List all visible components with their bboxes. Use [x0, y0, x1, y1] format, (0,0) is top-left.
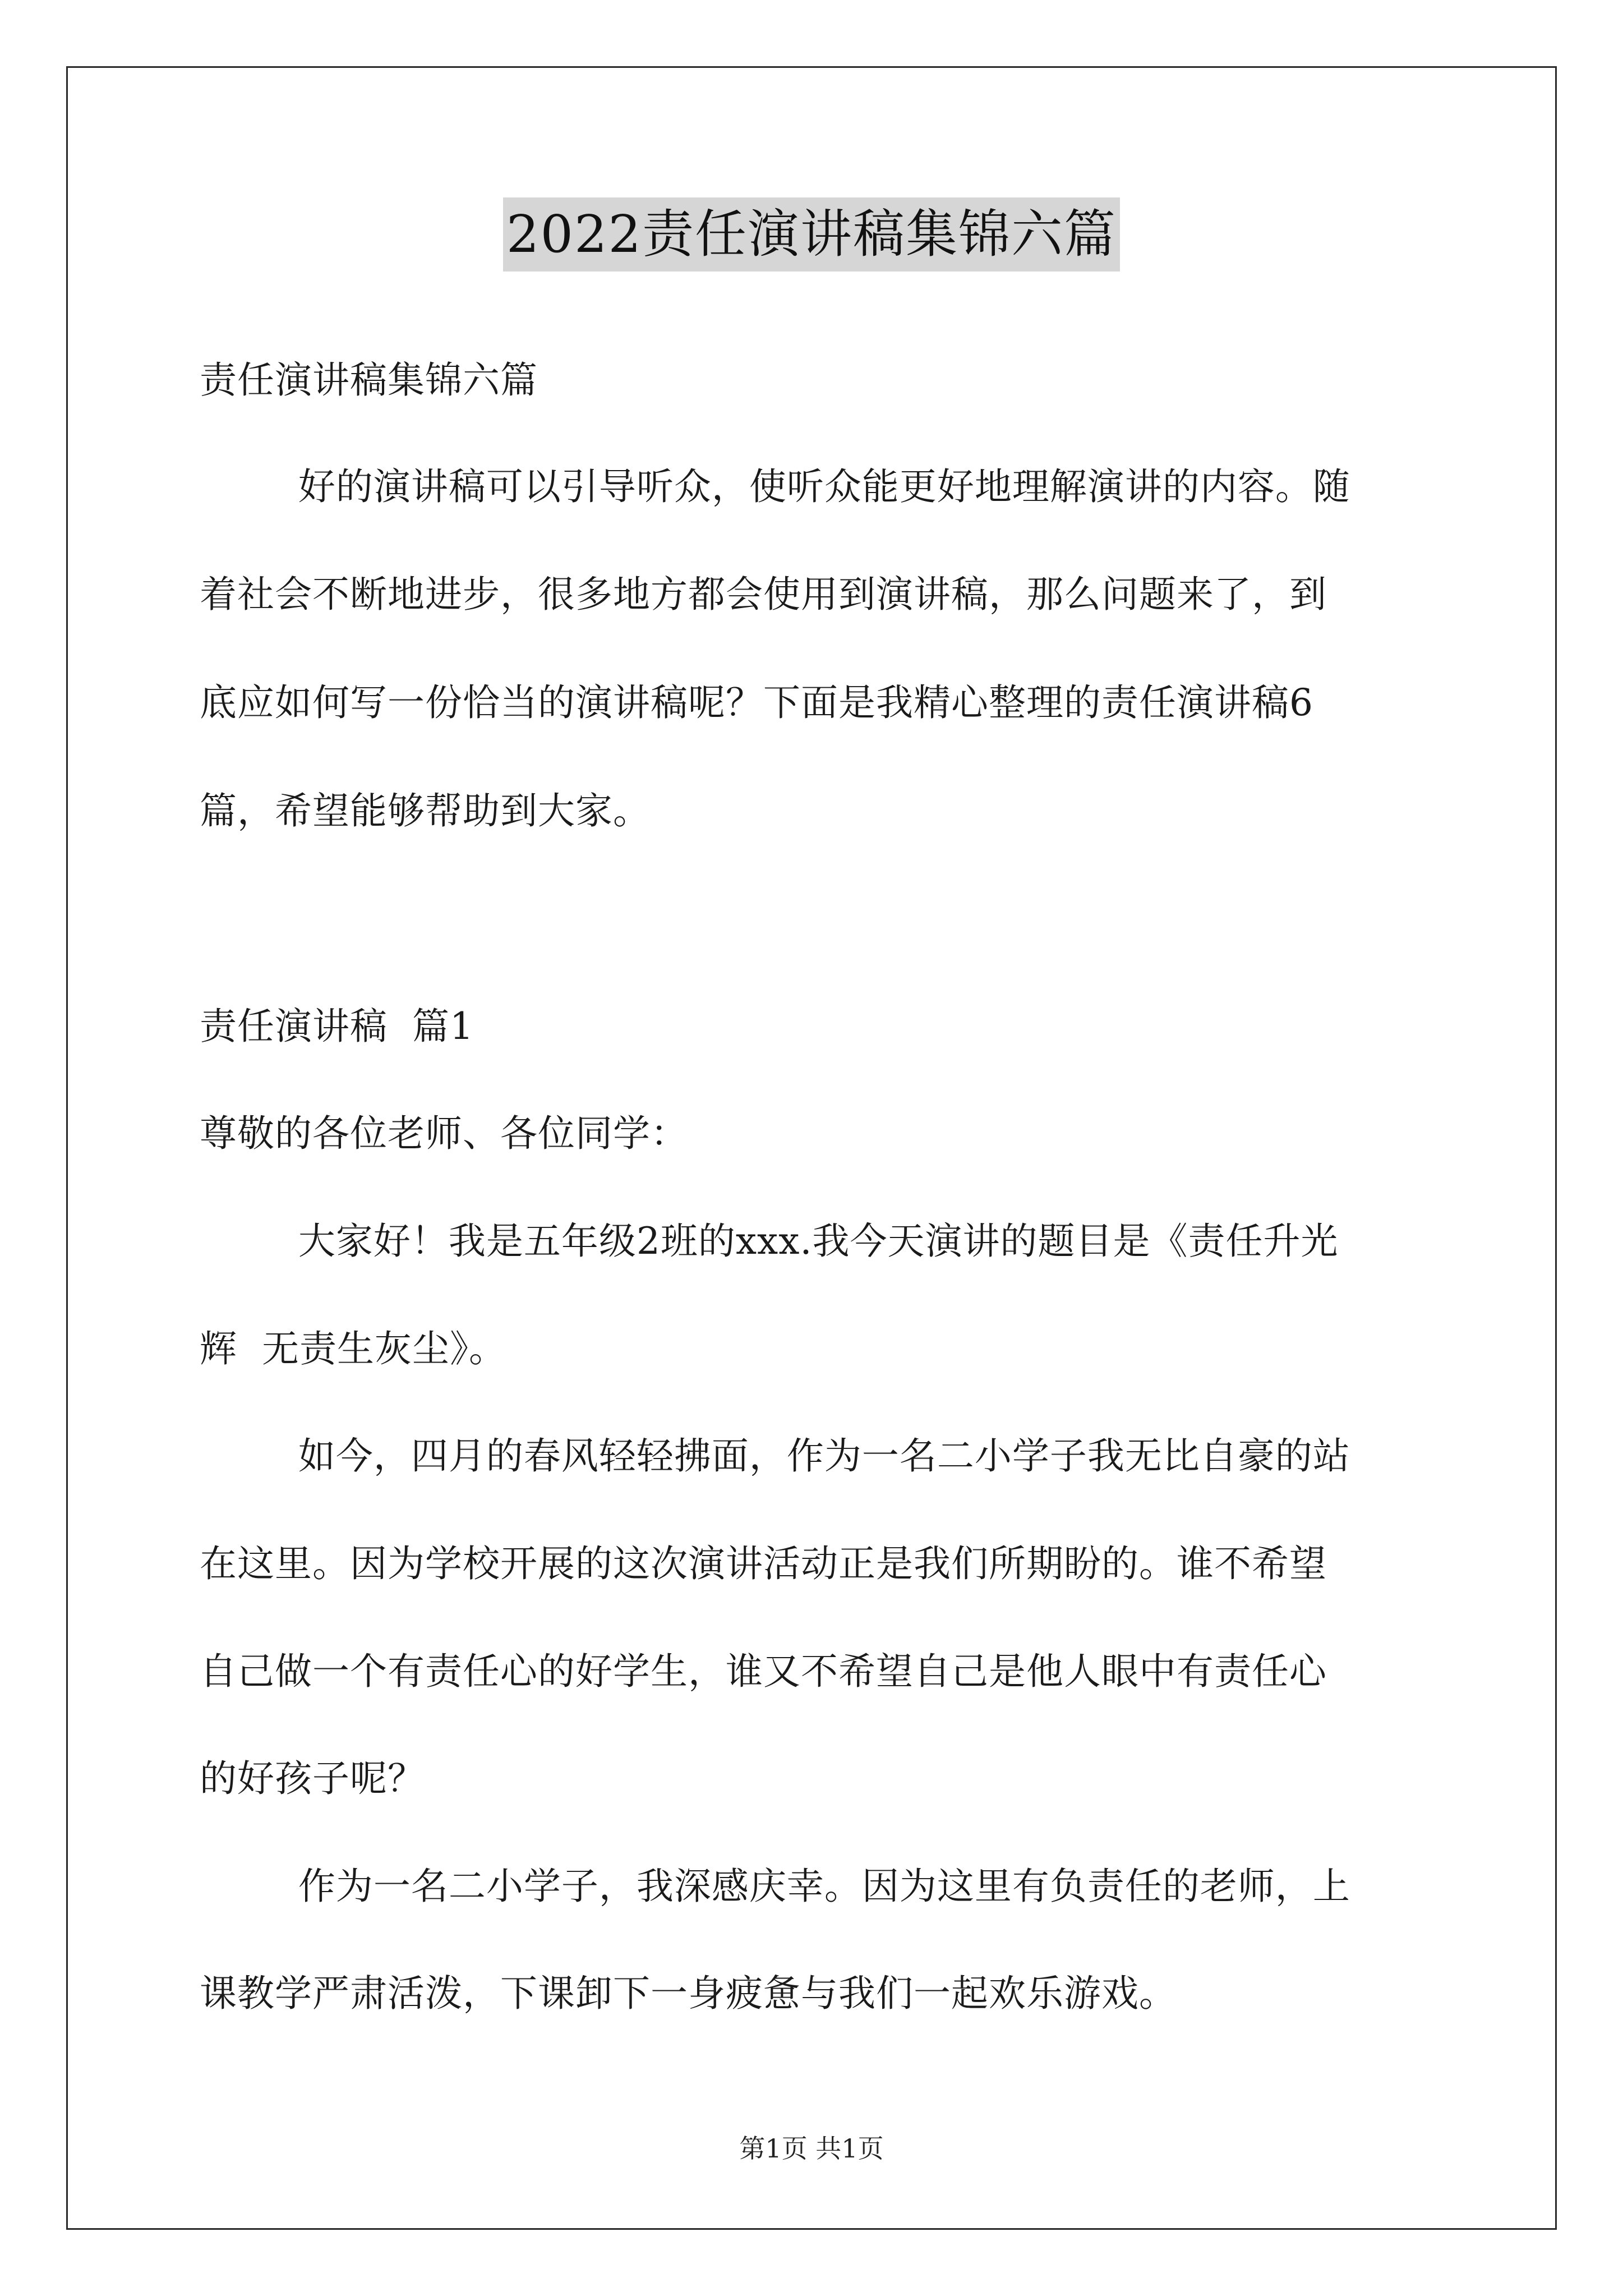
document-subtitle: 责任演讲稿集锦六篇 [200, 358, 538, 402]
section-heading: 责任演讲稿 篇1 [200, 1005, 474, 1048]
document-title: 2022责任演讲稿集锦六篇 [503, 197, 1120, 272]
intro-line-2: 着社会不断地进步，很多地方都会使用到演讲稿，那么问题来了，到 [200, 573, 1327, 616]
para2-line-3: 自己做一个有责任心的好学生，谁又不希望自己是他人眼中有责任心 [200, 1650, 1327, 1693]
title-container [0, 197, 1623, 272]
page-footer: 第1页 共1页 [739, 2133, 884, 2164]
para3-line-1: 作为一名二小学子，我深感庆幸。因为这里有负责任的老师，上 [200, 1865, 1350, 1908]
greeting: 尊敬的各位老师、各位同学： [200, 1112, 688, 1155]
intro-line-3: 底应如何写一份恰当的演讲稿呢？下面是我精心整理的责任演讲稿6 [200, 681, 1313, 724]
para1-line-1: 大家好！我是五年级2班的xxx.我今天演讲的题目是《责任升光 [200, 1220, 1339, 1263]
para2-line-1: 如今，四月的春风轻轻拂面，作为一名二小学子我无比自豪的站 [200, 1434, 1350, 1478]
para2-line-4: 的好孩子呢？ [200, 1757, 425, 1800]
intro-line-1: 好的演讲稿可以引导听众，使听众能更好地理解演讲的内容。随 [200, 465, 1350, 508]
para2-line-2: 在这里。因为学校开展的这次演讲活动正是我们所期盼的。谁不希望 [200, 1542, 1327, 1585]
intro-line-4: 篇，希望能够帮助到大家。 [200, 789, 651, 832]
para3-line-2: 课教学严肃活泼，下课卸下一身疲惫与我们一起欢乐游戏。 [200, 1972, 1177, 2015]
para1-line-2: 辉 无责生灰尘》。 [200, 1327, 506, 1370]
